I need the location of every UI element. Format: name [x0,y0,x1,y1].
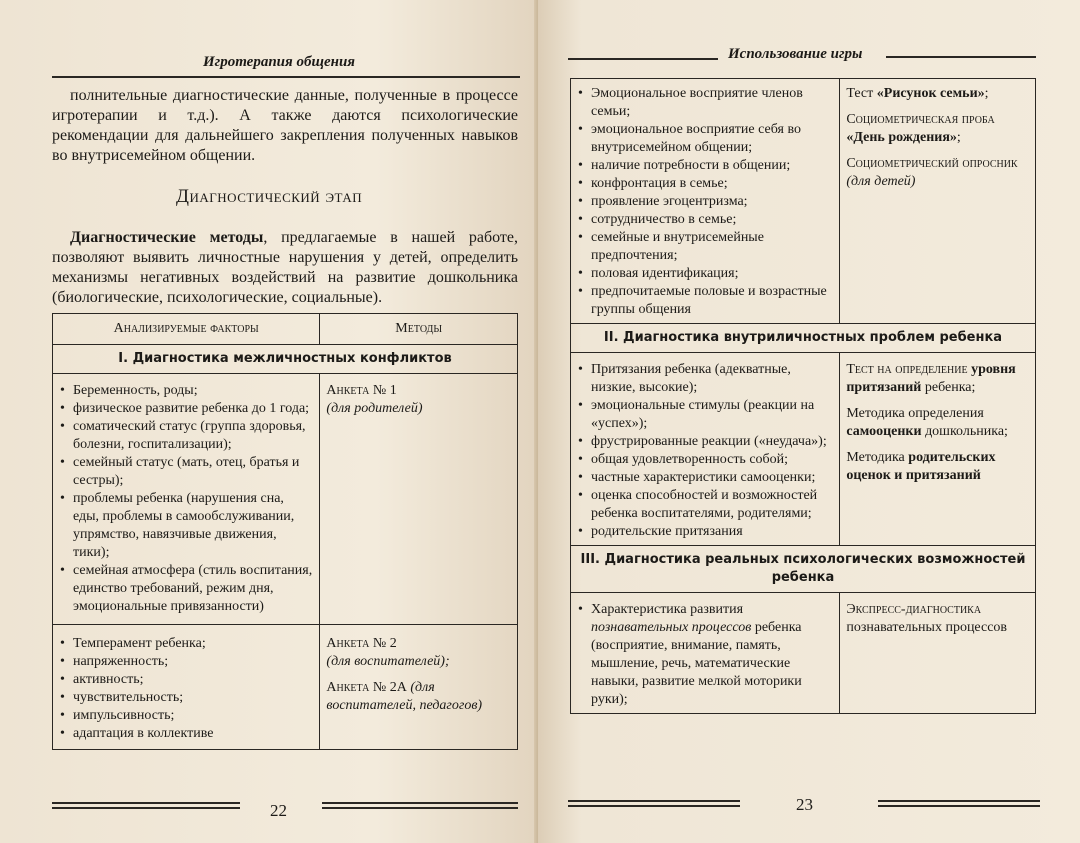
method-aspiration-test [846,361,1029,397]
method-text: дошкольника; [921,424,1008,439]
method-name: Анкета № 1 [326,383,397,398]
method-questionnaire-1 [326,382,511,418]
method-text: Методика [846,450,909,465]
factors-list-2 [59,635,313,743]
method-family-drawing [846,85,1029,103]
list-item: • проявление эгоцентризма; [577,193,833,211]
list-item: • конфронтация в семье; [577,175,833,193]
list-item: • физическое развитие ребенка до 1 года; [59,400,313,418]
list-item: • активность; [59,671,313,689]
header-rule-right-b [886,56,1036,58]
method-text: ребенка; [921,380,976,395]
paragraph-intro: полнительные диагностические данные, полученные в процессе игротерапии и т.д.). А также даются психологические рекомендации для дальнейшего закрепления полученных навыков во внутрисемейном общении. [52,87,518,164]
header-rule-right-a [568,58,718,60]
method-note: (для воспитателей, педагогов) [326,680,483,713]
method-note: (для воспитателей); [326,654,450,669]
list-item: • адаптация в коллективе [59,725,313,743]
diagnostics-table-left [52,313,518,750]
list-item: • импульсивность; [59,707,313,725]
left-page [0,0,538,843]
item-emphasis: познавательных процессов [591,620,752,635]
footer-rule-right-a [568,800,740,810]
list-item: • фрустрированные реакции («неудача»); [577,433,833,451]
method-name: уровня притязаний [846,362,1016,395]
list-item: • общая удовлетворенность собой; [577,451,833,469]
method-questionnaire-2 [326,635,511,671]
running-head-right: Использование игры [728,46,863,62]
list-item: • предпочитаемые половые и возрастные группы общения [577,283,833,319]
method-text: ; [984,86,989,101]
list-item: • чувствительность; [59,689,313,707]
list-item: • сотрудничество в семье; [577,211,833,229]
header-rule-left [52,76,520,78]
col-header-factors: Анализируемые факторы [53,314,320,345]
method-text: Социометрическая проба [846,112,995,127]
section-interpersonal: I. Диагностика межличностных конфликтов [53,345,518,374]
list-item: • соматический статус (группа здоровья, болезни, госпитализации); [59,418,313,454]
list-item: • семейная атмосфера (стиль воспитания, единство требований, режим дня, эмоциональные привязанности) [59,562,313,616]
list-item: • половая идентификация; [577,265,833,283]
method-name: родительских оценок и притязаний [846,450,996,483]
section-intrapersonal: II. Диагностика внутриличностных проблем ребенка [571,324,1036,353]
paragraph-methods [52,228,518,308]
item-text: ребенка (восприятие, внимание, память, мышление, речь, математические навыки, развитие мелкой моторики руки); [591,620,802,707]
list-item: • родительские притязания [577,523,833,541]
page-number-right: 23 [796,795,813,814]
method-text: Методика определения [846,406,984,421]
method-questionnaire-2a [326,679,511,715]
factors-list-3 [577,85,833,319]
method-name: Анкета № 2А [326,680,407,695]
footer-rule-left-a [52,802,240,812]
list-item: • семейный статус (мать, отец, братья и сестры); [59,454,313,490]
method-self-esteem [846,405,1029,441]
method-sociometric-questionnaire [846,155,1029,191]
list-item: • Беременность, роды; [59,382,313,400]
method-name: «День рождения» [846,130,957,145]
method-text: Тест [846,86,877,101]
method-note: (для родителей) [326,401,423,416]
list-item: • Притязания ребенка (адекватные, низкие, высокие); [577,361,833,397]
list-item: • эмоциональное восприятие себя во внутрисемейном общении; [577,121,833,157]
list-item: • оценка способностей и возможностей ребенка воспитателями, родителями; [577,487,833,523]
right-page [538,0,1080,843]
footer-rule-right-b [878,800,1040,810]
method-text: познавательных процессов [846,620,1008,635]
list-item: • частные характеристики самооценки; [577,469,833,487]
footer-rule-left-b [322,802,518,812]
section-real-abilities: III. Диагностика реальных психологических возможностей ребенка [571,546,1036,593]
method-text: ; [956,130,961,145]
method-express-diagnostics [846,601,1029,637]
method-parental-assessment [846,449,1029,485]
methods-term: Диагностические методы [70,229,264,246]
list-item: • эмоциональные стимулы (реакции на «успех»); [577,397,833,433]
method-text: Тест на определение [846,362,972,377]
list-item: • наличие потребности в общении; [577,157,833,175]
methods-text: , предлагаемые в нашей работе, позволяют выявить личностные нарушения у детей, определить механизмы негативных воздействий на развитие дошкольника (биологические, психологические, социальные). [52,229,519,306]
method-name: «Рисунок семьи» [876,86,985,101]
list-item: • напряженность; [59,653,313,671]
method-birthday-test [846,111,1029,147]
method-name: Анкета № 2 [326,636,397,651]
method-note: (для детей) [846,174,916,189]
section-title: Диагностический этап [176,186,363,207]
method-text: Экспресс-диагностика [846,602,982,617]
factors-list-5 [577,601,833,709]
list-item: • Темперамент ребенка; [59,635,313,653]
col-header-methods: Методы [320,314,518,345]
item-text: Характеристика развития [591,602,744,617]
diagnostics-table-right [570,78,1036,714]
method-name: самооценки [846,424,922,439]
list-item: • Эмоциональное восприятие членов семьи; [577,85,833,121]
page-number-left: 22 [270,801,287,820]
factors-list-1 [59,382,313,616]
list-item: • семейные и внутрисемейные предпочтения; [577,229,833,265]
list-item [577,601,833,709]
method-text: Социометрический опросник [846,156,1018,171]
running-head-left: Игротерапия общения [203,54,356,70]
list-item: • проблемы ребенка (нарушения сна, еды, проблемы в самообслуживании, упрямство, навязчивые движения, тики); [59,490,313,562]
factors-list-4 [577,361,833,541]
